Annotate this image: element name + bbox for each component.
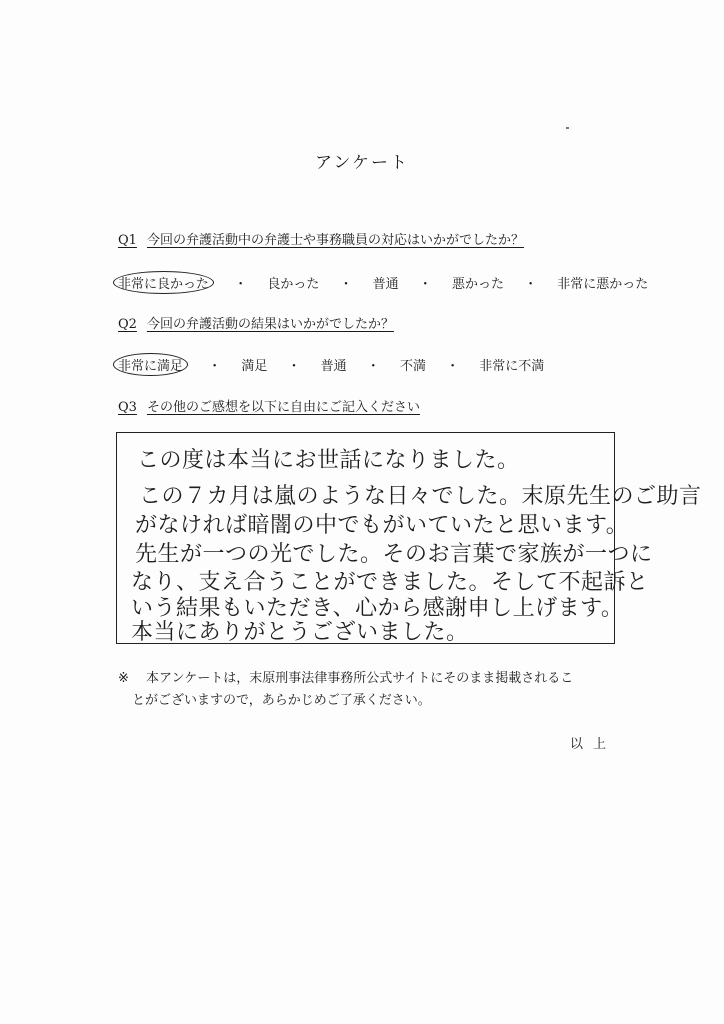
separator: ・	[208, 359, 222, 374]
handwritten-line: この７カ月は嵐のような日々でした。末原先生のご助言	[139, 484, 702, 509]
question-1-options	[118, 271, 648, 294]
question-2-options	[118, 353, 544, 376]
disclaimer-note	[118, 668, 616, 712]
q1-option-average: 普通	[372, 277, 399, 292]
note-mark: ※	[118, 671, 129, 686]
question-3	[118, 396, 420, 415]
question-3-number: Q3	[118, 400, 137, 415]
separator: ・	[418, 277, 432, 292]
question-2-text: 今回の弁護活動の結果はいかがでしたか？	[146, 317, 394, 332]
q2-option-average: 普通	[320, 359, 347, 374]
question-2-number: Q2	[118, 317, 137, 332]
separator: ・	[339, 277, 353, 292]
question-2	[118, 313, 394, 332]
q2-option-very-satisfied-selected: 非常に満足	[113, 353, 188, 376]
q1-option-very-good-selected: 非常に良かった	[113, 271, 214, 294]
question-1-number: Q1	[118, 233, 137, 248]
separator: ・	[446, 359, 460, 374]
closing-remark: 以上	[570, 737, 617, 752]
note-line-2: とがございますので，あらかじめご了承ください。	[132, 693, 431, 708]
handwritten-line: この度は本当にお世話になりました。	[137, 448, 520, 473]
separator: ・	[287, 359, 301, 374]
question-3-text: その他のご感想を以下に自由にご記入ください	[146, 400, 420, 415]
question-1-text: 今回の弁護活動中の弁護士や事務職員の対応はいかがでしたか？	[146, 233, 524, 248]
q1-option-very-bad: 非常に悪かった	[557, 277, 649, 292]
handwritten-line: なり、支え合うことができました。そして不起訴と	[131, 570, 649, 595]
separator: ・	[366, 359, 380, 374]
scan-speck	[566, 127, 569, 129]
q1-option-bad: 悪かった	[451, 277, 504, 292]
q1-option-good: 良かった	[267, 277, 320, 292]
handwritten-line: 本当にありがとうございました。	[131, 620, 469, 645]
q2-option-very-dissatisfied: 非常に不満	[479, 359, 545, 374]
handwritten-line: 先生が一つの光でした。そのお言葉で家族が一つに	[135, 542, 653, 567]
q2-option-dissatisfied: 不満	[399, 359, 426, 374]
survey-title: アンケート	[315, 153, 409, 173]
question-1	[118, 229, 524, 248]
q2-option-satisfied: 満足	[241, 359, 268, 374]
separator: ・	[524, 277, 538, 292]
handwritten-line: がなければ暗闇の中でもがいていたと思います。	[135, 513, 629, 538]
handwritten-line: いう結果もいただき、心から感謝申し上げます。	[131, 596, 624, 621]
free-comment-box	[116, 432, 702, 645]
note-line-1: 本アンケートは，末原刑事法律事務所公式サイトにそのまま掲載されるこ	[146, 671, 574, 686]
separator: ・	[234, 277, 248, 292]
